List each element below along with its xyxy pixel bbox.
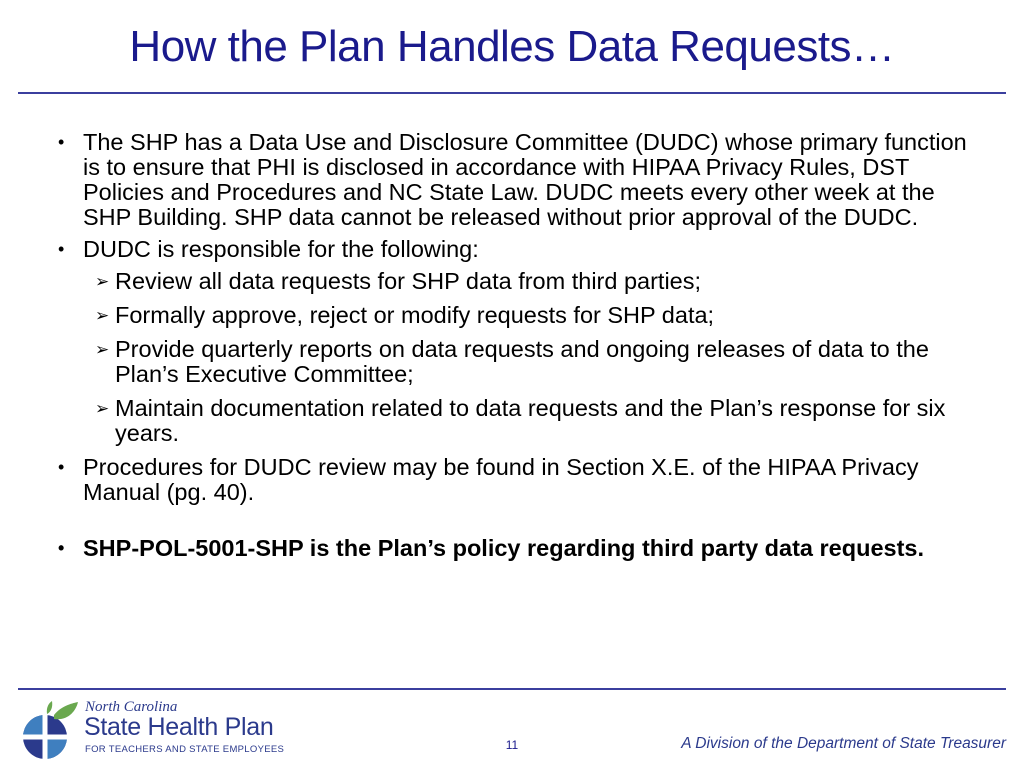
arrow-bullet-icon: ➢ [95,340,110,359]
title-divider [18,92,1006,94]
sub-bullet-text: Provide quarterly reports on data requests and ongoing releases of data to the Plan’s Executive Committee; [115,336,929,387]
sub-bullet-text: Review all data requests for SHP data from third parties; [115,268,702,294]
arrow-bullet-icon: ➢ [95,399,110,418]
bullet-spacer [58,512,978,536]
bullet-item [58,237,978,262]
footer-divider [18,688,1006,690]
bullet-item-policy [58,536,978,561]
bullet-item [58,130,978,230]
division-text: A Division of the Department of State Treasurer [681,735,1006,752]
bullet-dot-icon: • [58,132,65,152]
bullet-dot-icon: • [58,538,65,558]
sub-bullet-item [58,396,978,446]
sub-bullet-text: Maintain documentation related to data requests and the Plan’s response for six years. [115,395,946,446]
sub-bullet-item [58,269,978,294]
sub-bullet-item [58,337,978,387]
state-health-plan-logo [16,697,288,761]
bullet-text: Procedures for DUDC review may be found in Section X.E. of the HIPAA Privacy Manual (pg. 40). [83,454,919,505]
arrow-bullet-icon: ➢ [95,272,110,291]
logo-plan-name: State Health Plan [84,713,274,741]
page-number: 11 [505,738,519,752]
shp-emblem-icon [16,699,82,761]
logo-tagline: FOR TEACHERS AND STATE EMPLOYEES [85,744,285,755]
slide-content [58,130,978,568]
arrow-bullet-icon: ➢ [95,306,110,325]
logo-state-name: North Carolina [85,699,178,715]
bullet-text: DUDC is responsible for the following: [83,236,479,262]
bullet-dot-icon: • [58,239,65,259]
bullet-text: SHP-POL-5001-SHP is the Plan’s policy regarding third party data requests. [83,535,925,561]
bullet-text: The SHP has a Data Use and Disclosure Committee (DUDC) whose primary function is to ensure that PHI is disclosed in accordance with HIPAA Privacy Rules, DST Policies and Procedures and NC State Law. DUDC meets every other week at the SHP Building. SHP data cannot be released without prior approval of the DUDC. [83,129,967,230]
slide-title: How the Plan Handles Data Requests… [129,22,895,71]
bullet-item [58,455,978,505]
sub-bullet-text: Formally approve, reject or modify requests for SHP data; [115,302,715,328]
bullet-dot-icon: • [58,457,65,477]
sub-bullet-item [58,303,978,328]
